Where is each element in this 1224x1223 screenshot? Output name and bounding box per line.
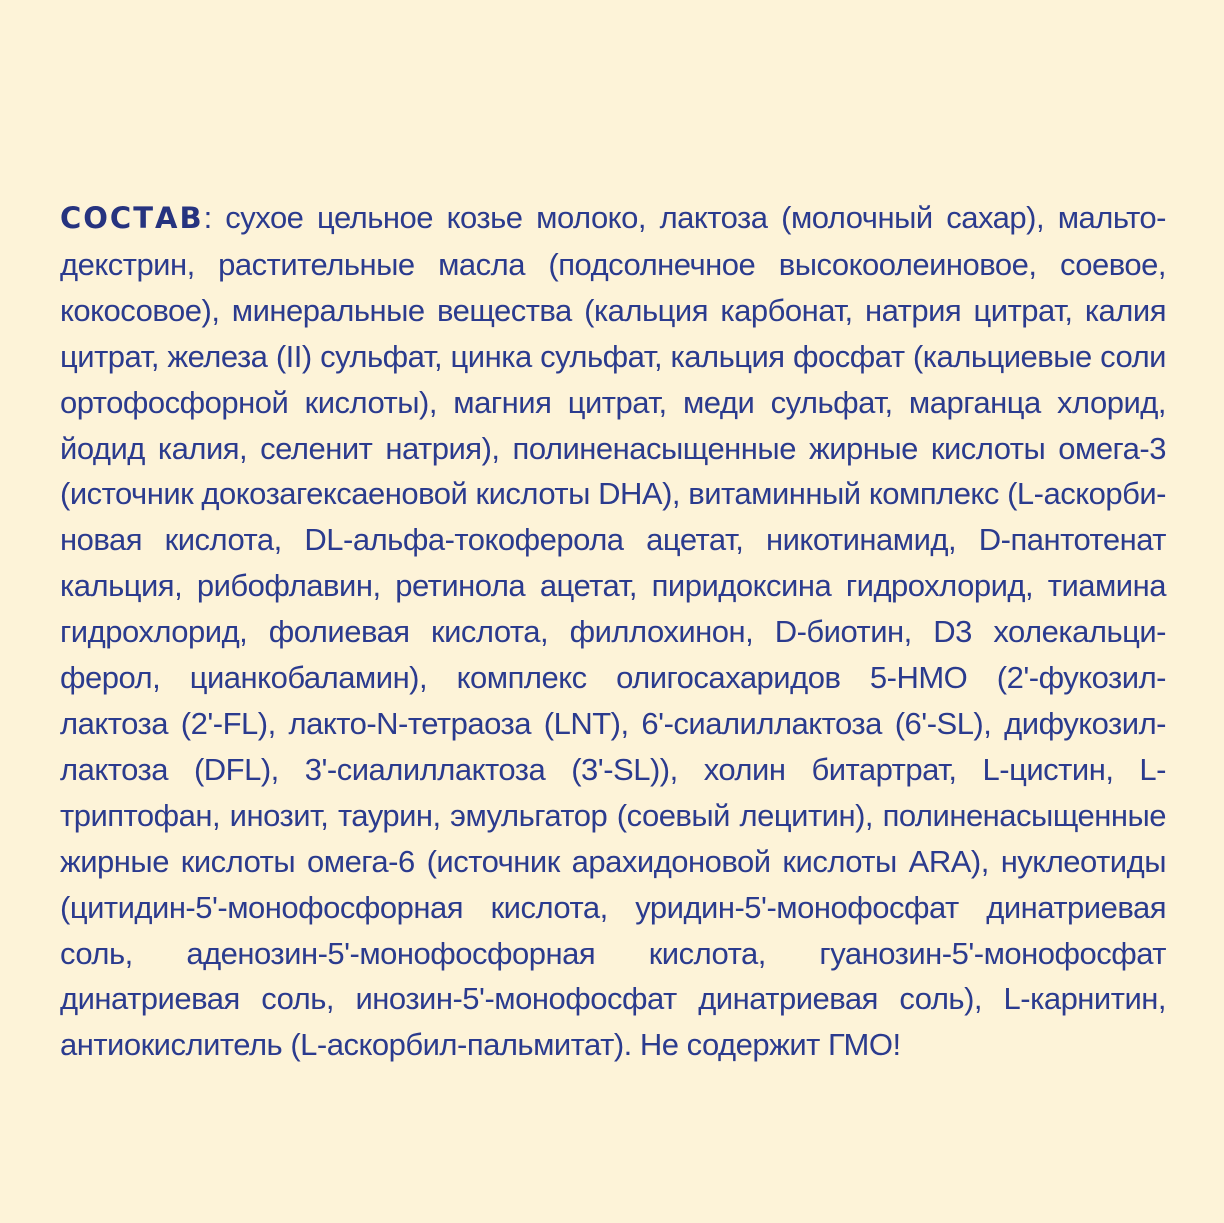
composition-heading: СОСТАВ [60, 201, 204, 235]
composition-body: : сухое цельное козье молоко, лактоза (молочный сахар), мальто-декстрин, растительные масла (подсолнечное высокоолеиновое, соевое, кокосовое), минеральные вещества (кальция карбонат, натрия цитрат, калия цитрат, железа (II) сульфат, цинка сульфат, кальция фосфат (кальциевые соли ортофосфорной кислоты), магния цитрат, меди сульфат, марганца хлорид, йодид калия, селенит натрия), полиненасыщенные жирные кислоты омега-3 (источник докозагексаеновой кислоты DHA), витаминный комплекс (L-аскорби-новая кислота, DL-альфа-токоферола ацетат, никотинамид, D-пантотенат кальция, рибофлавин, ретинола ацетат, пиридоксина гидрохлорид, тиамина гидрохлорид, фолиевая кислота, филлохинон, D-биотин, D3 холекальци-ферол, цианкобаламин), комплекс олигосахаридов 5-HMO (2'-фукозил-лактоза (2'-FL), лакто-N-тетраоза (LNT), 6'-сиалиллактоза (6'-SL), дифукозил-лактоза (DFL), 3'-сиалиллактоза (3'-SL)), холин битартрат, L-цистин, L-триптофан, инозит, таурин, эмульгатор (соевый лецитин), полиненасыщенные жирные кислоты омега-6 (источник арахидоновой кислоты ARA), нуклеотиды (цитидин-5'-монофосфорная кислота, уридин-5'-монофосфат динатриевая соль, аденозин-5'-монофосфорная кислота, гуанозин-5'-монофосфат динатриевая соль, инозин-5'-монофосфат динатриевая соль), L-карнитин, антиокислитель (L-аскорбил-пальмитат). Не содержит ГМО! [60, 200, 1166, 1063]
composition-text [60, 195, 1166, 1068]
